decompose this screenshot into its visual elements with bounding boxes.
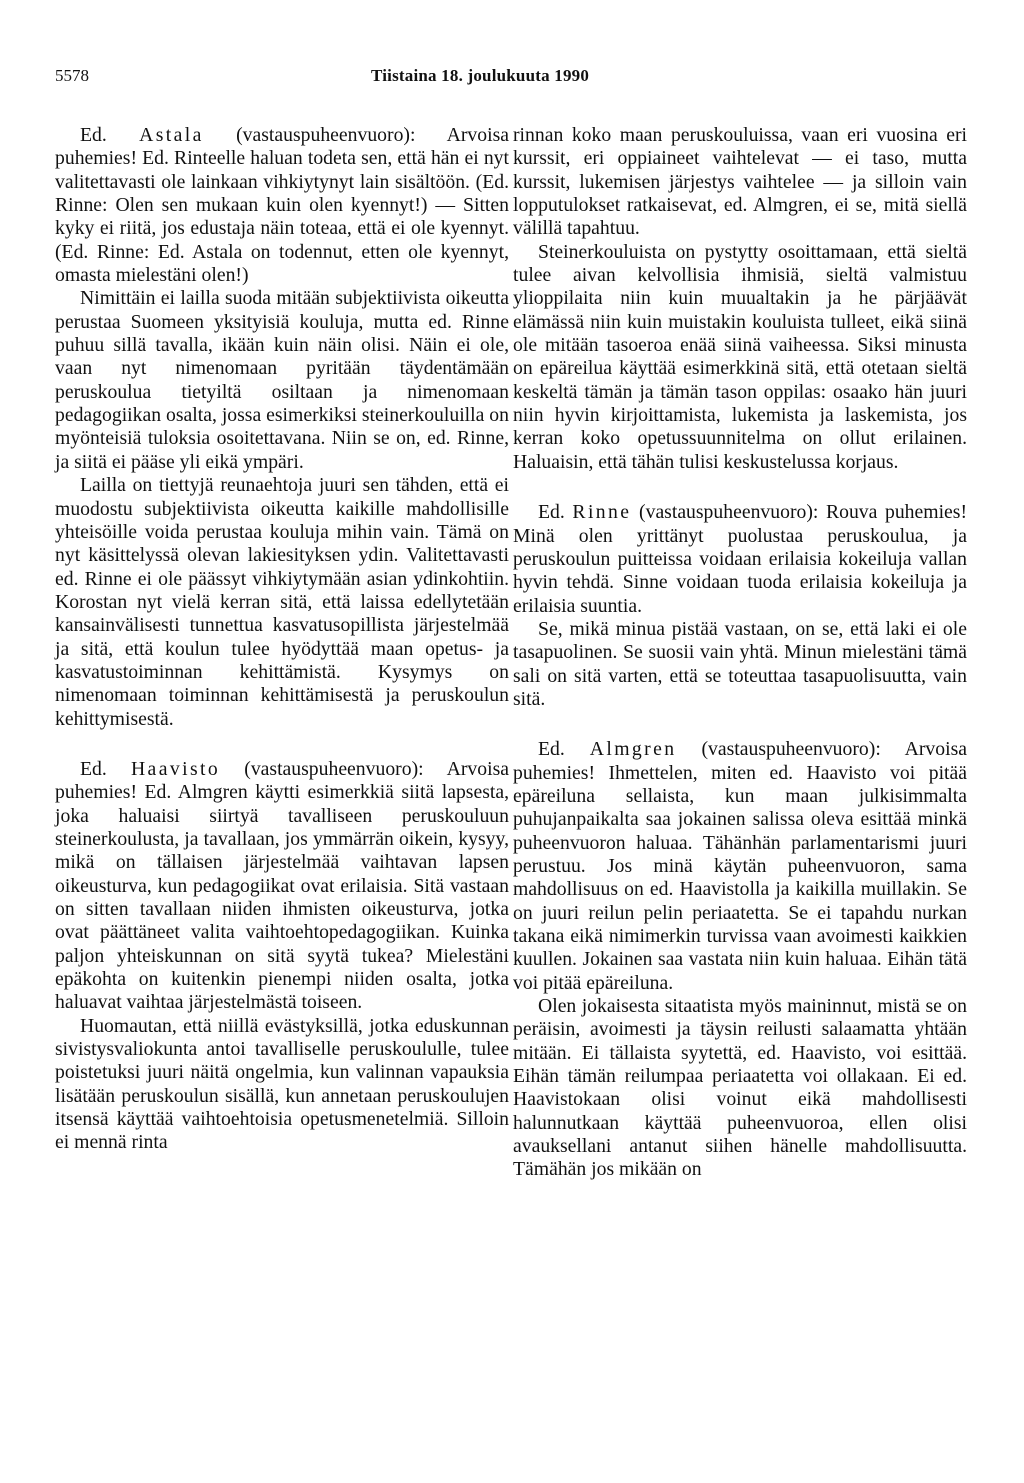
- paragraph-text: (vastauspuheenvuoro): Arvoisa puhemies! Ihmettelen, miten ed. Haavisto voi pitää epäreiluna sellaista, kun maan julkisimmalta puhujanpaikalta saa jokainen salissa oleva esittää minkä puheenvuoron haluaa. Tähänhän parlamentarismi juuri perustuu. Jos minä käytän puheenvuoron, sama mahdollisuus on ed. Haavistolla ja kaikilla muillakin. Se on juuri reilun pelin periaatetta. Se ei tapahdu nurkan takana eikä nimimerkin turvissa vaan avoimesti kaikkien kuullen. Jokainen saa vastata niin kuin haluaa. Eihän tätä voi pitää epäreiluna.: [513, 738, 967, 994]
- paragraph-text: (vastauspuheenvuoro): Arvoisa puhemies! Ed. Rinteelle haluan todeta sen, että hän ei nyt valitettavasti ole lainkaan vihkiytynyt lain sisältöön. (Ed. Rinne: Olen sen mukaan kuin olen kyennyt!) — Sitten kyky ei riitä, jos edustaja näin toteaa, että ei ole kyennyt. (Ed. Rinne: Ed. Astala on todennut, etten ole kyennyt, omasta mielestäni olen!): [55, 124, 509, 287]
- speaker-name: Almgren: [589, 738, 677, 761]
- speech-paragraph: [55, 1015, 509, 1155]
- page-header: [0, 66, 1024, 92]
- session-date: Tiistaina 18. joulukuuta 1990: [371, 66, 590, 85]
- paragraph-text: rinnan koko maan peruskouluissa, vaan eri vuosina eri kurssit, eri oppiaineet vaihtelevat — ei taso, mutta kurssit, lukemisen järjestys vaihtelee — ja silloin vain lopputulokset ratkaisevat, ed. Almgren, ei se, mitä siellä välillä tapahtuu.: [513, 124, 967, 240]
- speech-paragraph: [55, 474, 509, 731]
- paragraph-lead: Ed.: [538, 501, 573, 524]
- paragraph-text: Se, mikä minua pistää vastaan, on se, että laki ei ole tasapuolinen. Se suosii vain yhtä. Minun mielestäni tämä sali on sitä varten, että se toteuttaa tasapuolisuutta, vain sitä.: [513, 617, 967, 710]
- speaker-name: Rinne: [572, 501, 632, 524]
- speech-paragraph: [55, 758, 509, 1015]
- speech-paragraph: [513, 738, 967, 995]
- paragraph-lead: Ed.: [80, 757, 131, 780]
- left-column: [55, 124, 509, 1155]
- paragraph-text: Lailla on tiettyjä reunaehtoja juuri sen tähden, että ei muodostu subjektiivista oikeutta kaikille mahdollisille yhteisöille voida perustaa kouluja mihin vain. Tämä on nyt käsittelyssä olevan lakiesityksen ydin. Valitettavasti ed. Rinne ei ole päässyt vihkiytymään asian ydinkohtiin. Korostan nyt vielä kerran sitä, että laissa edellytetään kansainvälisesti tunnettua kasvatusopillista järjestelmää ja sitä, että koulun tulee hyödyttää maan opetus- ja kasvatustoiminnan kehittämistä. Kysymys on nimenomaan toiminnan kehittämisestä ja peruskoulun kehittymisestä.: [55, 474, 509, 730]
- speech-paragraph: [513, 501, 967, 618]
- speech-paragraph: [55, 287, 509, 474]
- paragraph-text: (vastauspuheenvuoro): Rouva puhemies! Minä olen yrittänyt puolustaa peruskoulua, ja peruskoulun puitteissa voidaan erilaisia kokeiluja vallan hyvin tehdä. Sinne voidaan tuoda erilaisia kokeiluja ja erilaisia suuntia.: [513, 501, 967, 617]
- paragraph-text: Nimittäin ei lailla suoda mitään subjektiivista oikeutta perustaa Suomeen yksityisiä kouluja, mutta ed. Rinne puhuu sillä tavalla, ikään kuin näin olisi. Näin ei ole, vaan nyt nimenomaan pyritään täydentämään peruskoulua tietyiltä osiltaan ja nimenomaan pedagogiikan osalta, jossa esimerkiksi steinerkouluilla on myönteisiä tuloksia osoitettavana. Niin se on, ed. Rinne, ja siitä ei pääse yli eikä ympäri.: [55, 287, 509, 473]
- paragraph-lead: Ed.: [80, 124, 140, 146]
- speech-paragraph: [513, 618, 967, 711]
- page-number: 5578: [55, 66, 89, 85]
- speech-paragraph: [55, 124, 509, 287]
- speech-paragraph: [513, 995, 967, 1182]
- speaker-name: Astala: [139, 124, 204, 146]
- paragraph-text: Huomautan, että niillä evästyksillä, jotka eduskunnan sivistysvaliokunta antoi tavalliselle peruskoululle, tulee poistetuksi juuri näitä ongelmia, kun valinnan vapauksia lisätään peruskoulun sisällä, kun annetaan peruskoulujen itsensä käyttää vaihtoehtoisia opetusmenetelmiä. Silloin ei mennä rinta: [55, 1014, 509, 1154]
- speaker-name: Haavisto: [130, 757, 221, 780]
- paragraph-lead: Ed.: [538, 738, 590, 761]
- speech-paragraph: [513, 241, 967, 474]
- paragraph-text: Olen jokaisesta sitaatista myös maininnut, mistä se on peräisin, avoimesti ja täysin reilusti salaamatta yhtään mitään. Ei tällaista syytettä, ed. Haavisto, voi esittää. Eihän tämän reilumpaa periaatetta voi ollakaan. Ei ed. Haavistokaan olisi voinut eikä mahdollisesti halunnutkaan käyttää puheenvuoroa, ellen olisi avauksellani antanut siihen hänelle mahdollisuutta. Tämähän jos mikään on: [513, 995, 967, 1181]
- right-column: [513, 124, 967, 1182]
- speech-paragraph: [513, 124, 967, 241]
- paragraph-text: Steinerkouluista on pystytty osoittamaan, että sieltä tulee aivan kelvollisia ihmisiä, sieltä valmistuu ylioppilaita niin kuin muualtakin ja he pärjäävät elämässä niin kuin muistakin kouluista tulleet, eikä siinä ole mitään tasoeroa enää siinä vaiheessa. Siksi minusta on epäreilua käyttää esimerkkinä sitä, että otetaan sieltä keskeltä tämän ja tämän tason oppilas: osaako hän juuri niin hyvin kirjoittamista, lukemista ja laskemista, jos kerran koko opetussuunnitelma on ollut erilainen. Haluaisin, että tähän tulisi keskustelussa korjaus.: [513, 240, 967, 473]
- paragraph-text: (vastauspuheenvuoro): Arvoisa puhemies! Ed. Almgren käytti esimerkkiä siitä lapsesta, joka haluaisi siirtyä tavalliseen peruskouluun steinerkoulusta, ja tavallaan, jos ymmärrän oikein, kysyy, mikä on tällaisen järjestelmää vaihtavan lapsen oikeusturva, kun pedagogiikat ovat erilaisia. Sitä vastaan on sitten tavallaan niiden ihmisten oikeusturva, jotka ovat päättäneet valita vaihtoehtopedagogiikan. Kuinka paljon yhteiskunnan on sitä syytä tukea? Mielestäni epäkohta on kuitenkin pienempi niiden osalta, jotka haluavat vaihtaa järjestelmästä toiseen.: [55, 757, 509, 1014]
